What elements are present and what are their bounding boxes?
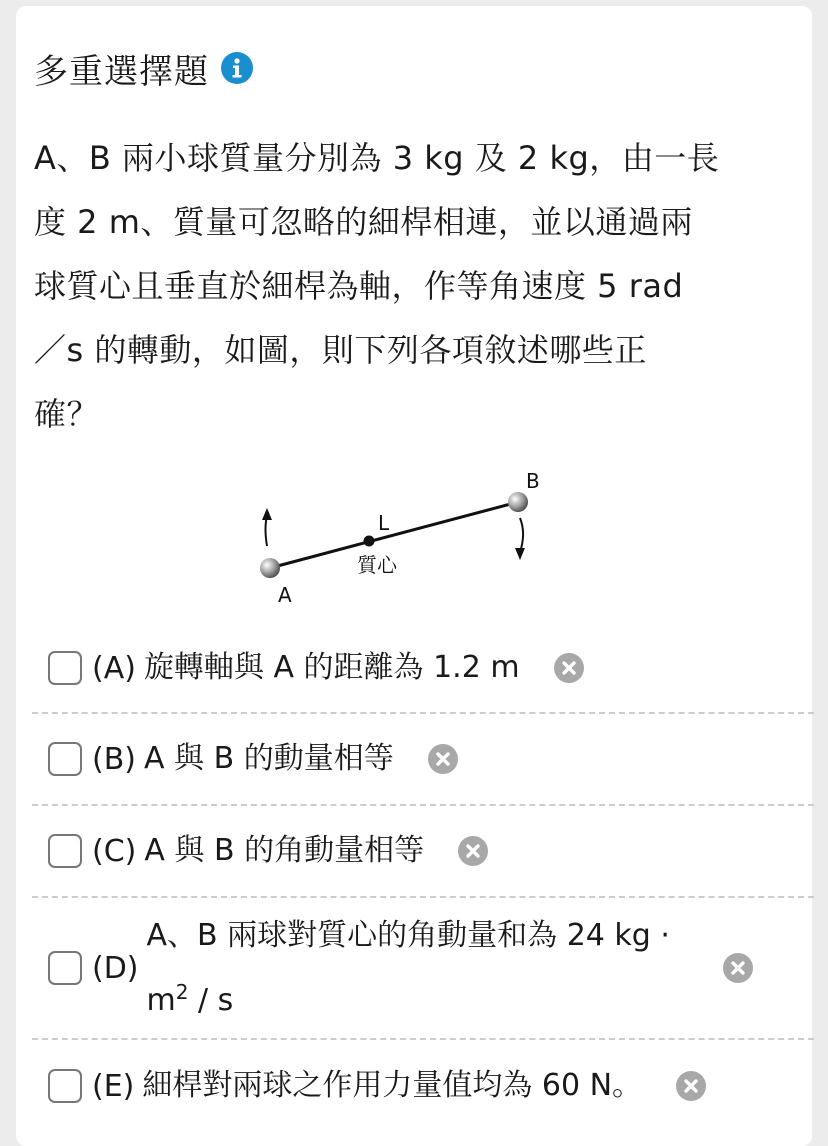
info-icon[interactable] [221, 52, 253, 84]
checkbox[interactable] [48, 651, 82, 685]
label-center-of-mass: 質心 [357, 553, 397, 577]
unit-per-s: / s [188, 982, 234, 1018]
question-header [34, 42, 253, 94]
center-of-mass-dot [364, 536, 375, 547]
question-line: 球質心且垂直於細桿為軸，作等角速度 5 rad [34, 267, 684, 305]
label-b: B [526, 469, 540, 493]
question-text [34, 126, 794, 446]
remove-x-icon[interactable] [554, 653, 584, 683]
remove-x-icon[interactable] [676, 1071, 706, 1101]
option-c[interactable] [32, 806, 814, 898]
option-b[interactable] [32, 714, 814, 806]
arrow-down-icon [520, 518, 523, 552]
label-l: L [378, 511, 390, 535]
question-line: 確？ [34, 395, 100, 433]
option-text: 細桿對兩球之作用力量值均為 60 N。 [142, 1068, 643, 1103]
unit-exponent: 2 [175, 979, 189, 1004]
option-d[interactable] [32, 898, 814, 1040]
option-a[interactable] [32, 624, 814, 714]
checkbox[interactable] [48, 1069, 82, 1103]
option-letter: (E) [92, 1068, 135, 1104]
options-list [32, 624, 814, 1132]
ball-b [508, 492, 528, 512]
remove-x-icon[interactable] [458, 836, 488, 866]
option-letter: (C) [92, 833, 137, 869]
option-letter: (A) [92, 650, 136, 686]
question-type-title: 多重選擇題 [34, 51, 209, 92]
rod-diagram-svg [256, 466, 556, 616]
question-line: ／s 的轉動，如圖，則下列各項敘述哪些正 [34, 331, 647, 369]
question-card [16, 6, 812, 1146]
option-text: A 與 B 的動量相等 [144, 741, 394, 776]
remove-x-icon[interactable] [723, 953, 753, 983]
option-text: 旋轉軸與 A 的距離為 1.2 m [143, 650, 520, 685]
arrow-up-icon [266, 516, 268, 546]
option-text-line [147, 964, 703, 1029]
checkbox[interactable] [48, 742, 82, 776]
checkbox[interactable] [48, 834, 82, 868]
rod-diagram [256, 466, 556, 620]
option-text-line: A、B 兩球對質心的角動量和為 24 kg · [146, 917, 670, 953]
label-a: A [278, 583, 292, 607]
unit-m: m [146, 982, 176, 1018]
ball-a [260, 558, 280, 578]
option-e[interactable] [32, 1040, 814, 1132]
remove-x-icon[interactable] [428, 744, 458, 774]
question-line: A、B 兩小球質量分別為 3 kg 及 2 kg，由一長 [34, 139, 720, 177]
checkbox[interactable] [48, 951, 82, 985]
option-letter: (B) [92, 741, 136, 777]
option-letter: (D) [92, 950, 139, 986]
question-line: 度 2 m、質量可忽略的細桿相連，並以通過兩 [34, 203, 693, 241]
option-text: A 與 B 的角動量相等 [144, 833, 425, 868]
option-text [147, 908, 703, 1029]
